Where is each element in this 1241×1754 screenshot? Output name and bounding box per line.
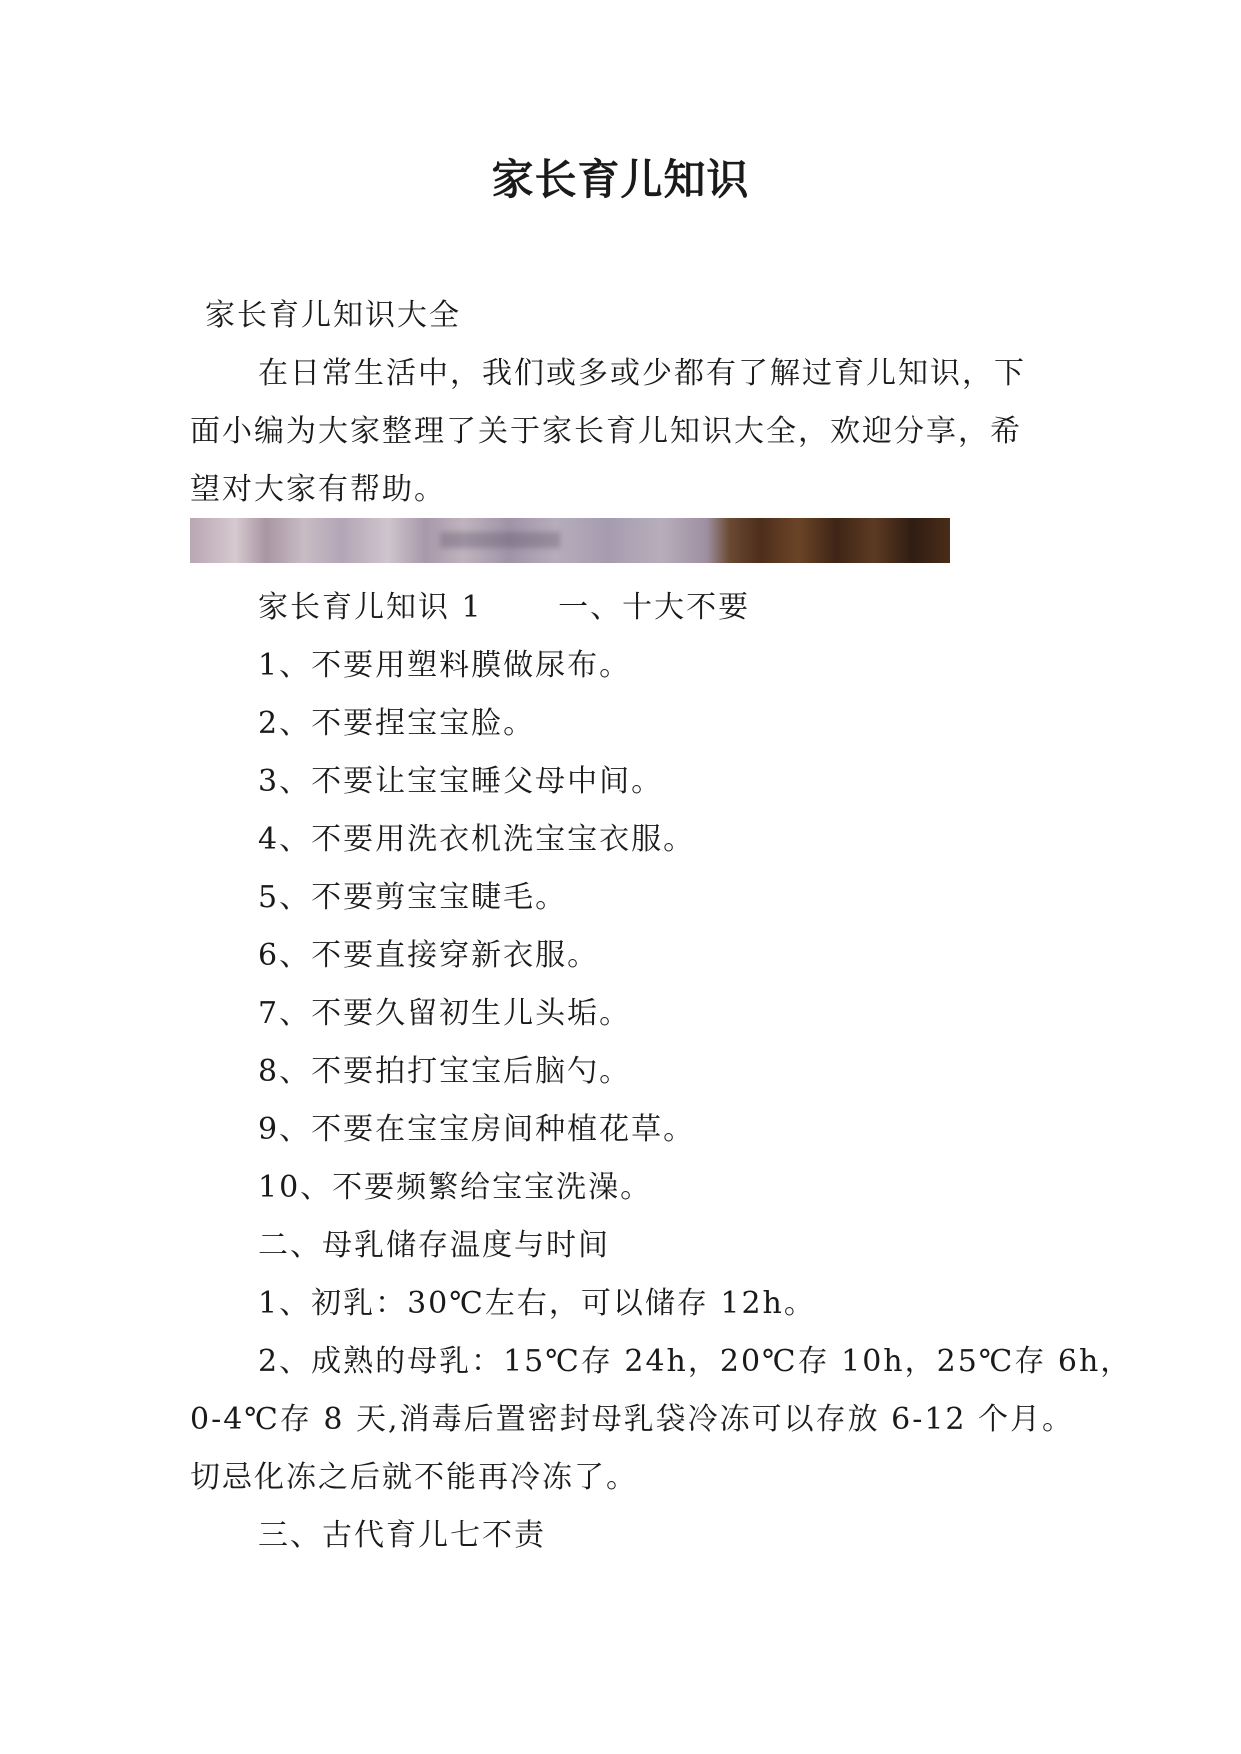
- list-item: 5、不要剪宝宝睫毛。: [258, 880, 568, 915]
- list-item: 6、不要直接穿新衣服。: [258, 938, 600, 973]
- intro-line-3: 望对大家有帮助。: [190, 472, 446, 507]
- document-subtitle: 家长育儿知识大全: [205, 298, 461, 333]
- list-item: 2、不要捏宝宝脸。: [258, 706, 536, 741]
- list-item: 10、不要频繁给宝宝洗澡。: [258, 1170, 653, 1205]
- intro-line-1: 在日常生活中，我们或多或少都有了解过育儿知识，下: [258, 356, 1026, 391]
- section2-line-2: 2、成熟的母乳：15℃存 24h，20℃存 10h，25℃存 6h，: [258, 1344, 1133, 1379]
- banner-image-caption-blur: [440, 532, 560, 548]
- list-item: 7、不要久留初生儿头垢。: [258, 996, 632, 1031]
- section3-heading: 三、古代育儿七不责: [258, 1518, 546, 1553]
- list-item: 1、不要用塑料膜做尿布。: [258, 648, 632, 683]
- intro-line-2: 面小编为大家整理了关于家长育儿知识大全，欢迎分享，希: [190, 414, 1022, 449]
- list-item: 9、不要在宝宝房间种植花草。: [258, 1112, 696, 1147]
- section1-heading: 家长育儿知识 1 一、十大不要: [258, 590, 751, 625]
- banner-image: [190, 518, 950, 563]
- document-title: 家长育儿知识: [491, 155, 750, 204]
- section2-line-1: 1、初乳：30℃左右，可以储存 12h。: [258, 1286, 816, 1321]
- section2-line-4: 切忌化冻之后就不能再冷冻了。: [190, 1460, 638, 1495]
- list-item: 8、不要拍打宝宝后脑勺。: [258, 1054, 632, 1089]
- list-item: 4、不要用洗衣机洗宝宝衣服。: [258, 822, 696, 857]
- list-item: 3、不要让宝宝睡父母中间。: [258, 764, 664, 799]
- section2-line-3: 0-4℃存 8 天,消毒后置密封母乳袋冷冻可以存放 6-12 个月。: [190, 1402, 1075, 1437]
- section2-heading: 二、母乳储存温度与时间: [258, 1228, 610, 1263]
